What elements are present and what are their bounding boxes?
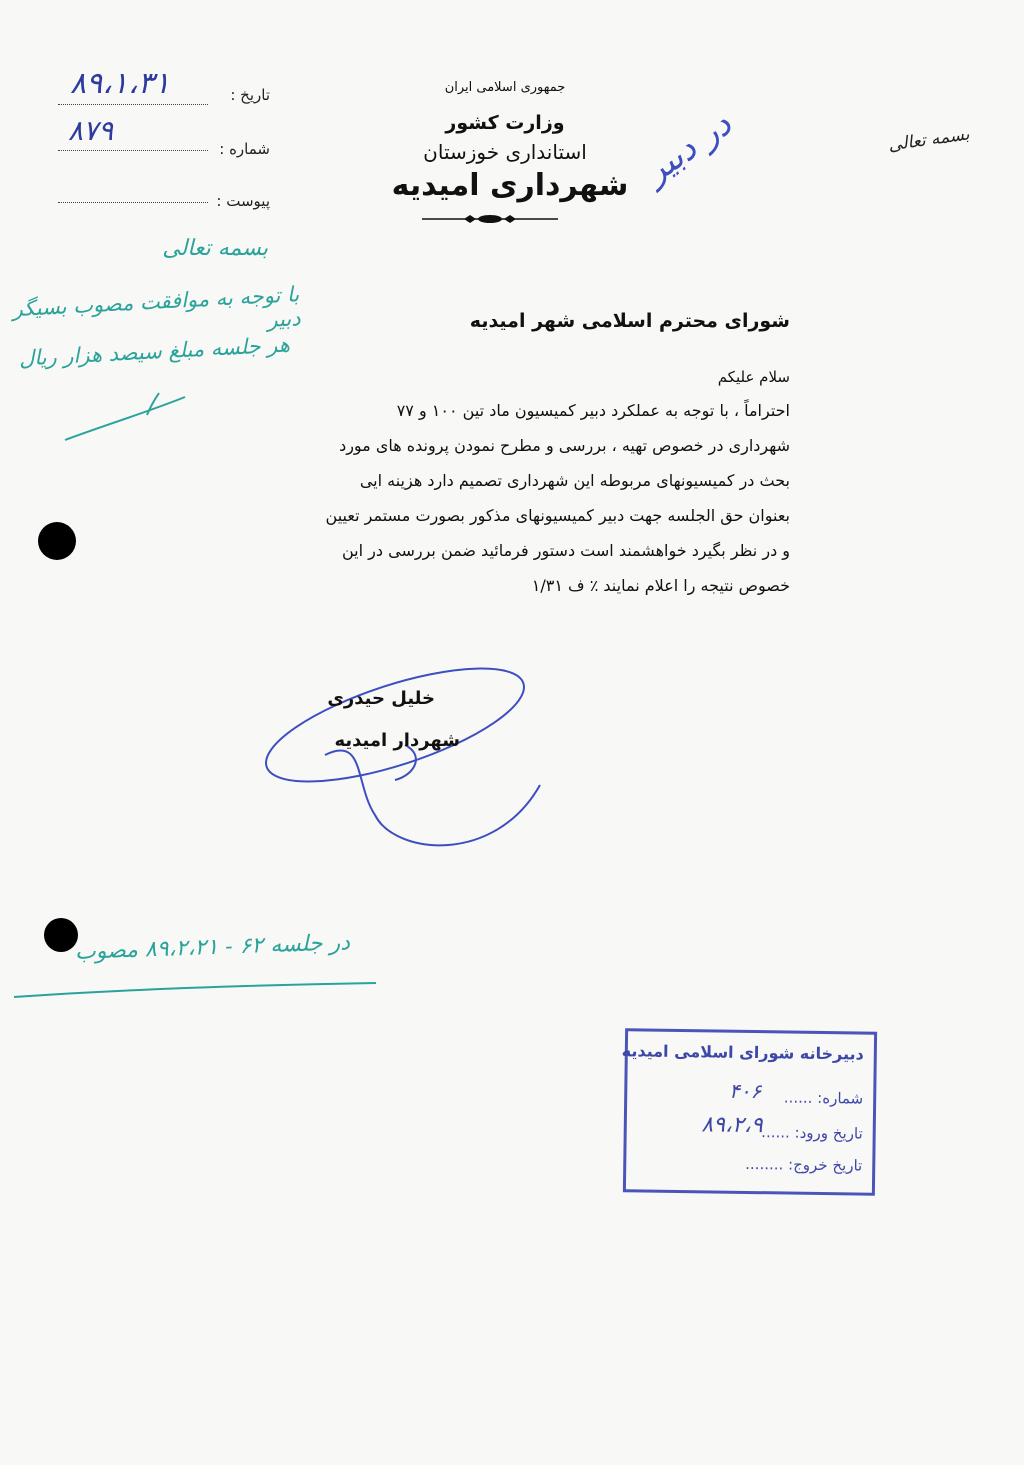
municipality-title: شهرداری امیدیه xyxy=(391,168,629,203)
date-label: تاریخ : xyxy=(230,86,270,104)
secretariat-stamp xyxy=(623,1028,877,1196)
margin-note-flourish xyxy=(55,385,195,445)
attachment-label: پیوست : xyxy=(216,192,270,210)
attachment-line xyxy=(58,202,208,203)
basmala-text: بسمه تعالی xyxy=(887,124,971,156)
governorate-line: استانداری خوزستان xyxy=(423,140,587,164)
stamp-exit-date-label: تاریخ خروج: ........ xyxy=(745,1154,863,1175)
signatory-name: خلیل حیدری xyxy=(327,688,435,709)
body-line-2: شهرداری در خصوص تهیه ، بررسی و مطرح نمودن پرونده های مورد xyxy=(339,436,790,455)
bottom-note: در جلسه ۶۲ - ۸۹،۲،۲۱ مصوب xyxy=(74,930,351,965)
date-value: ۸۹،۱،۳۱ xyxy=(70,66,170,101)
stamp-entry-date-label: تاریخ ورود: ...... xyxy=(761,1123,863,1143)
addressee-heading: شورای محترم اسلامی شهر امیدیه xyxy=(469,310,790,332)
signatory-title: شهردار امیدیه xyxy=(334,730,460,751)
republic-line: جمهوری اسلامی ایران xyxy=(444,80,566,95)
date-line xyxy=(58,104,208,105)
body-line-6: خصوص نتیجه را اعلام نمایند ٪ ف ۱/۳۱ xyxy=(531,576,790,595)
letter-body xyxy=(240,393,790,603)
body-line-4: بعنوان حق الجلسه جهت دبیر کمیسیونهای مذکور بصورت مستمر تعیین xyxy=(325,506,790,525)
number-line xyxy=(58,150,208,151)
salutation-text: سلام علیکم xyxy=(717,368,790,386)
body-line-5: و در نظر بگیرد خواهشمند است دستور فرمائید ضمن بررسی در این xyxy=(342,541,790,560)
stamp-number-label: شماره: ...... xyxy=(783,1088,864,1108)
stamp-entry-date-value: ۸۹،۲،۹ xyxy=(701,1112,763,1139)
margin-note-line1: بسمه تعالی xyxy=(162,236,268,261)
bottom-note-underline xyxy=(10,975,380,1005)
punch-hole-bottom xyxy=(44,918,78,952)
body-line-1: احتراماً ، با توجه به عملکرد دبیر کمیسیون ماد تین ۱۰۰ و ۷۷ xyxy=(396,401,790,420)
margin-note-line2: با توجه به موافقت مصوب بسیگر دبیر xyxy=(11,282,302,332)
stamp-title: دبیرخانه شورای اسلامی امیدیه xyxy=(621,1041,864,1064)
ministry-line: وزارت کشور xyxy=(445,112,565,134)
number-value: ۸۷۹ xyxy=(68,114,114,147)
body-line-3: بحث در کمیسیونهای مربوطه این شهرداری تصمیم دارد هزینه ایی xyxy=(359,471,790,490)
margin-note-line3: هر جلسه مبلغ سیصد هزار ریال xyxy=(18,332,291,371)
number-label: شماره : xyxy=(219,140,270,158)
stamp-number-value: ۴۰۶ xyxy=(728,1078,762,1104)
header-ornament xyxy=(420,211,560,227)
top-annotation: در دبیر xyxy=(637,104,739,192)
punch-hole-top xyxy=(38,522,76,560)
